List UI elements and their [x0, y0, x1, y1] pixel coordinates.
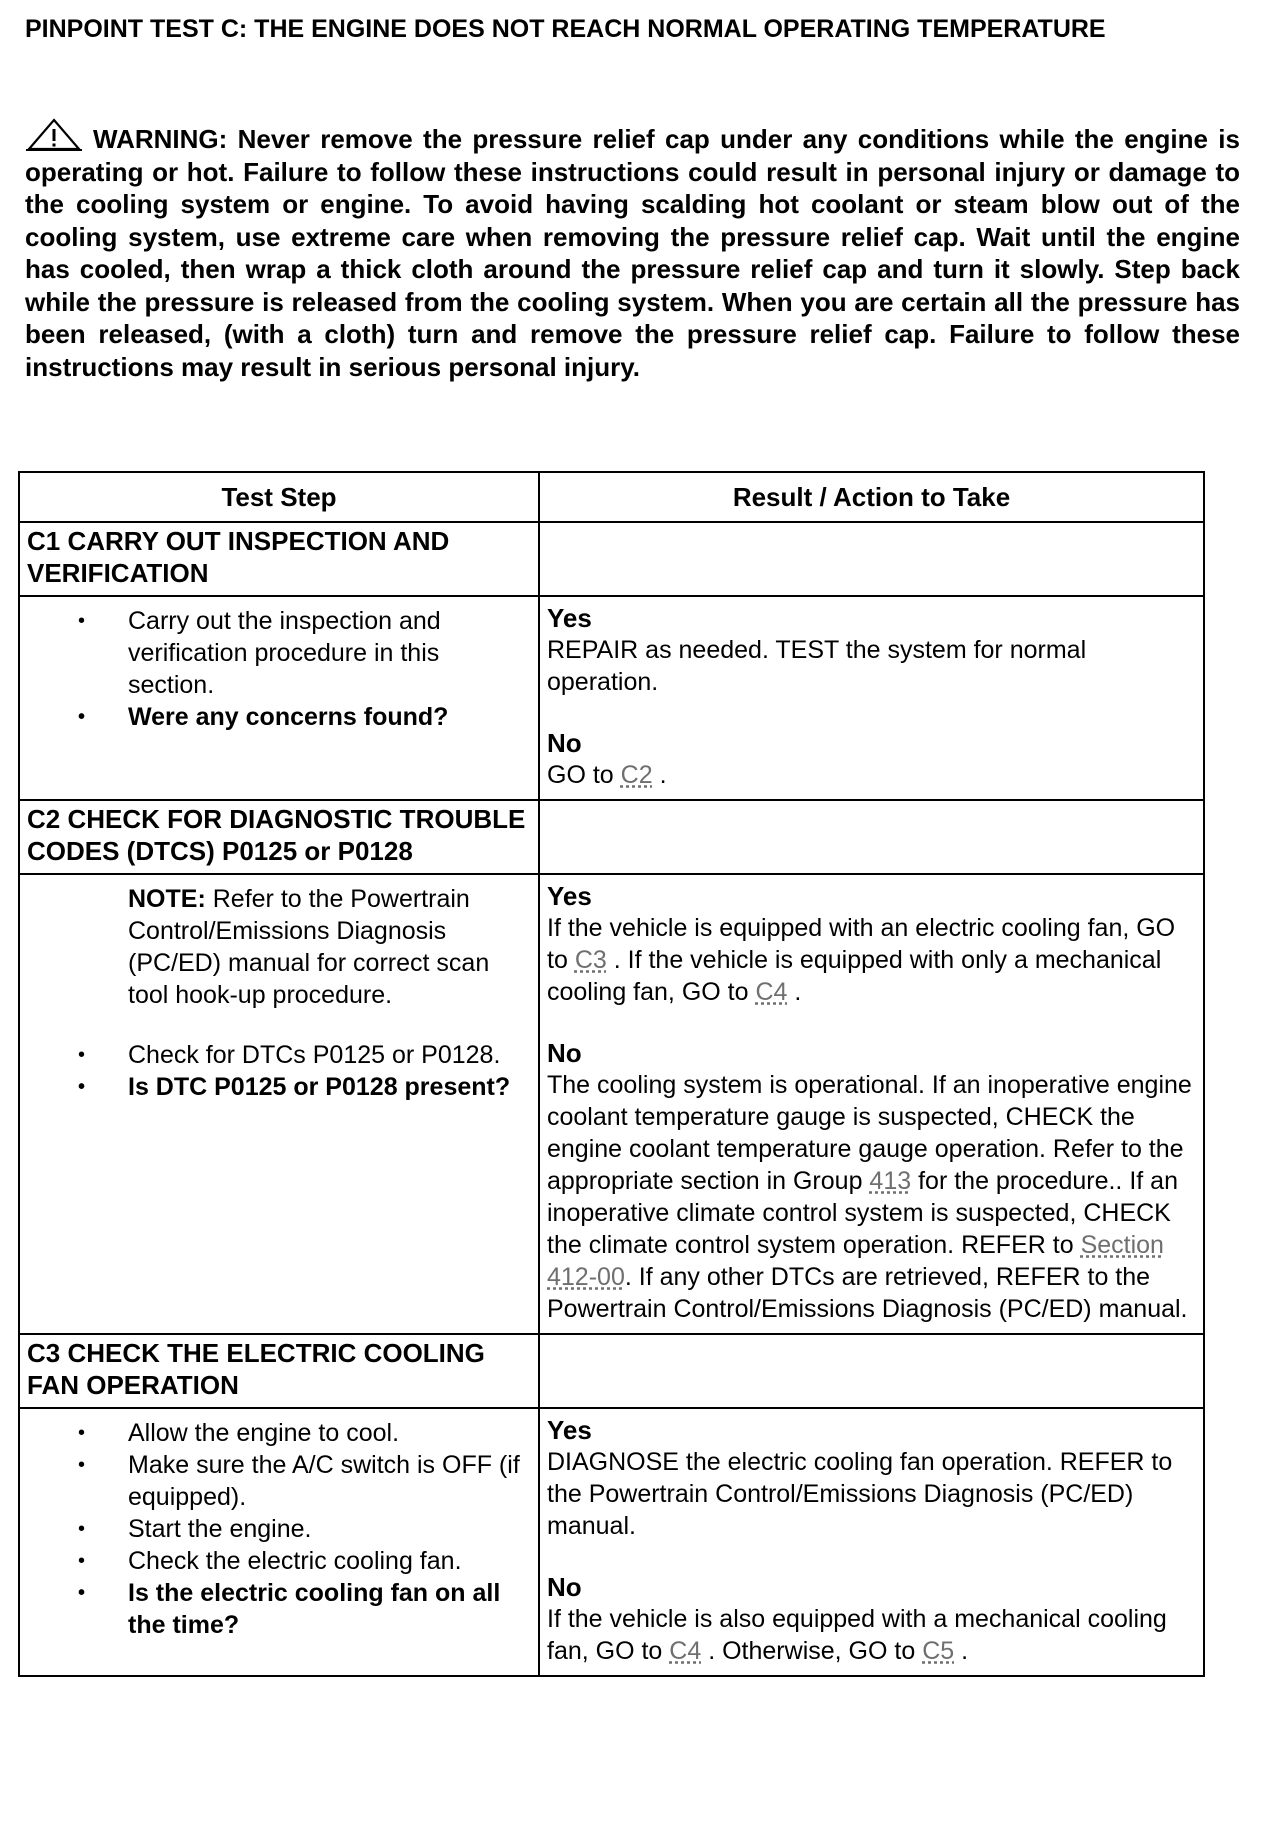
list-item-question: • Is the electric cooling fan on all the time?: [20, 1577, 528, 1641]
header-test-step: Test Step: [19, 472, 539, 522]
yes-action-text: If the vehicle is equipped with an electric cooling fan, GO to: [547, 914, 1176, 974]
yes-action-end: .: [794, 978, 802, 1006]
list-item-question: • Were any concerns found?: [20, 701, 528, 733]
step-c2-bullets: [20, 1039, 528, 1103]
link-c2[interactable]: C2: [620, 761, 653, 789]
step-c1-title: [19, 522, 539, 596]
step-c3-bullets: [20, 1417, 528, 1641]
step-c2-result: [539, 874, 1204, 1334]
no-action: [547, 1603, 1193, 1667]
no-action-end: .: [961, 1637, 969, 1665]
header-result-action: Result / Action to Take: [539, 472, 1204, 522]
table-header-row: [19, 472, 1204, 522]
link-group-413[interactable]: 413: [869, 1167, 912, 1195]
step-c1-result: [539, 596, 1204, 800]
list-item: • Start the engine.: [20, 1513, 528, 1545]
page-title: PINPOINT TEST C: THE ENGINE DOES NOT REACH NORMAL OPERATING TEMPERATURE: [25, 15, 1106, 43]
yes-action: [547, 912, 1193, 1008]
step-c3-title-empty: [539, 1334, 1204, 1408]
step-c1-bullets: [20, 605, 528, 733]
list-item: • Make sure the A/C switch is OFF (if equipped).: [20, 1449, 528, 1513]
yes-label: Yes: [547, 1415, 592, 1445]
no-label: No: [547, 728, 582, 758]
link-c4[interactable]: C4: [755, 978, 788, 1006]
note-label: NOTE:: [128, 885, 206, 913]
link-c5[interactable]: C5: [922, 1637, 955, 1665]
step-c2-title-text: C2 CHECK FOR DIAGNOSTIC TROUBLE CODES (DTCS) P0125 or P0128: [27, 804, 526, 866]
step-c1-title-text: C1 CARRY OUT INSPECTION AND VERIFICATION: [27, 526, 450, 588]
link-c4[interactable]: C4: [669, 1637, 702, 1665]
no-action-text: The cooling system is operational. If an inoperative engine coolant temperature gauge is suspected, CHECK the engine coolant temperature gauge operation. Refer to the appropriate section in Group: [547, 1071, 1192, 1195]
no-label: No: [547, 1572, 582, 1602]
list-item: • Check the electric cooling fan.: [20, 1545, 528, 1577]
link-c3[interactable]: C3: [574, 946, 607, 974]
no-action: [547, 759, 1193, 791]
yes-action-text-2: . If the vehicle is equipped with only a mechanical cooling fan, GO to: [547, 946, 1162, 1006]
step-c3-procedure: [19, 1408, 539, 1676]
list-item: • Allow the engine to cool.: [20, 1417, 528, 1449]
yes-action: DIAGNOSE the electric cooling fan operation. REFER to the Powertrain Control/Emissions Diagnosis (PC/ED) manual.: [547, 1448, 1173, 1540]
link-section-412-00[interactable]: Section 412-00: [547, 1231, 1164, 1291]
warning-paragraph: [25, 118, 1240, 383]
warning-text: WARNING: Never remove the pressure relief cap under any conditions while the engine is operating or hot. Failure to follow these instructions could result in personal injury or damage to the cooling system or engine. To avoid having scalding hot coolant or steam blow out of the cooling system, use extreme care when removing the pressure relief cap. Wait until the engine has cooled, then wrap a thick cloth around the pressure relief cap and turn it slowly. Step back while the pressure is released from the cooling system. When you are certain all the pressure has been released, (with a cloth) turn and remove the pressure relief cap. Failure to follow these instructions may result in serious personal injury.: [25, 124, 1240, 382]
step-c2-title: [19, 800, 539, 874]
step-c3-title-row: [19, 1334, 1204, 1408]
no-label: No: [547, 1038, 582, 1068]
step-c1-body-row: [19, 596, 1204, 800]
no-action-text: GO to: [547, 761, 614, 789]
list-item: • Carry out the inspection and verification procedure in this section.: [20, 605, 528, 701]
no-action-text-2: . Otherwise, GO to: [708, 1637, 916, 1665]
step-c1-title-row: [19, 522, 1204, 596]
step-c1-title-empty: [539, 522, 1204, 596]
warning-triangle-icon: [25, 118, 83, 152]
list-item: • Check for DTCs P0125 or P0128.: [20, 1039, 528, 1071]
no-action-text: If the vehicle is also equipped with a mechanical cooling fan, GO to: [547, 1605, 1167, 1665]
yes-action: REPAIR as needed. TEST the system for normal operation.: [547, 636, 1087, 696]
step-c3-body-row: [19, 1408, 1204, 1676]
step-c2-title-row: [19, 800, 1204, 874]
pinpoint-test-table: [18, 471, 1205, 1677]
note-text: Refer to the Powertrain Control/Emissions Diagnosis (PC/ED) manual for correct scan tool hook-up procedure.: [128, 885, 490, 1009]
yes-label: Yes: [547, 603, 592, 633]
no-action-text-2: for the procedure.. If an inoperative climate control system is suspected, CHECK the climate control system operation. REFER to: [547, 1167, 1178, 1259]
yes-label: Yes: [547, 881, 592, 911]
no-action-text-3: . If any other DTCs are retrieved, REFER to the Powertrain Control/Emissions Diagnosis (PC/ED) manual.: [547, 1263, 1188, 1323]
step-c3-title: [19, 1334, 539, 1408]
list-item-question: • Is DTC P0125 or P0128 present?: [20, 1071, 528, 1103]
no-action: [547, 1069, 1193, 1325]
step-c2-note: [20, 883, 528, 1011]
step-c1-procedure: [19, 596, 539, 800]
step-c3-title-text: C3 CHECK THE ELECTRIC COOLING FAN OPERATION: [27, 1338, 485, 1400]
step-c3-result: [539, 1408, 1204, 1676]
step-c2-body-row: [19, 874, 1204, 1334]
no-action-end: .: [659, 761, 667, 789]
step-c2-title-empty: [539, 800, 1204, 874]
step-c2-procedure: [19, 874, 539, 1334]
